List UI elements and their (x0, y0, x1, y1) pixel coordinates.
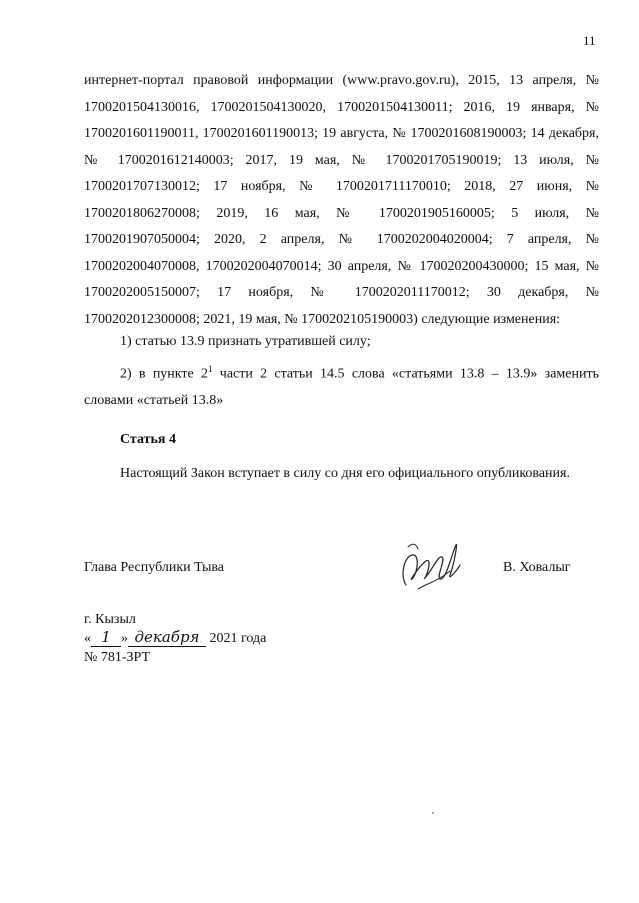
scan-speck (432, 812, 434, 814)
handwritten-signature-icon (398, 535, 468, 597)
date-year: 2021 года (206, 631, 267, 646)
page-number: 11 (583, 33, 596, 48)
adoption-date (84, 628, 266, 647)
amendment-item-2 (84, 356, 599, 415)
signer-title: Глава Республики Тыва (84, 560, 225, 575)
amendment-item-1: 1) статью 13.9 признать утратившей силу; (120, 334, 371, 349)
amendment-item-2-end: части 2 статьи 14.5 слова «статьями 13.8 – 13.9» заменить словами «статьей 13.8» (84, 366, 599, 409)
law-number: № 781-ЗРТ (84, 650, 151, 665)
amendments-intro-paragraph (84, 68, 599, 333)
date-day: 1 (91, 628, 121, 647)
date-month: декабря (128, 628, 206, 647)
article-4-heading: Статья 4 (120, 432, 176, 447)
superscript-index: 1 (208, 364, 213, 374)
quote-close: » (121, 631, 128, 646)
article-4-text: Настоящий Закон вступает в силу со дня его официального опубликования. (120, 466, 570, 481)
signer-name: В. Ховалыг (503, 560, 571, 575)
amendments-intro-text: интернет-портал правовой информации (www.pravo.gov.ru), 2015, 13 апреля, № 1700201504130016, 1700201504130020, 1700201504130011; 2016, 19 января, № 1700201601190011, 1700201601190013; 19 августа, № 1700201608190003; 14 декабря, № 1700201612140003; 2017, 19 мая, № 1700201705190019; 13 июля, № 1700201707130012; 17 ноября, № 1700201711170010; 2018, 27 июня, № 1700201806270008; 2019, 16 мая, № 1700201905160005; 5 июля, № 1700201907050004; 2020, 2 апреля, № 1700202004020004; 7 апреля, № 1700202004070008, 1700202004070014; 30 апреля, № 170020200430000; 15 мая, № 1700202005150007; 17 ноября, № 1700202011170012; 30 декабря, № 1700202012300008; 2021, 19 мая, № 1700202105190003) следующие изменения: (84, 73, 599, 327)
amendment-item-2-start: 2) в пункте 2 (120, 366, 209, 382)
quote-open: « (84, 631, 91, 646)
city: г. Кызыл (84, 612, 136, 627)
